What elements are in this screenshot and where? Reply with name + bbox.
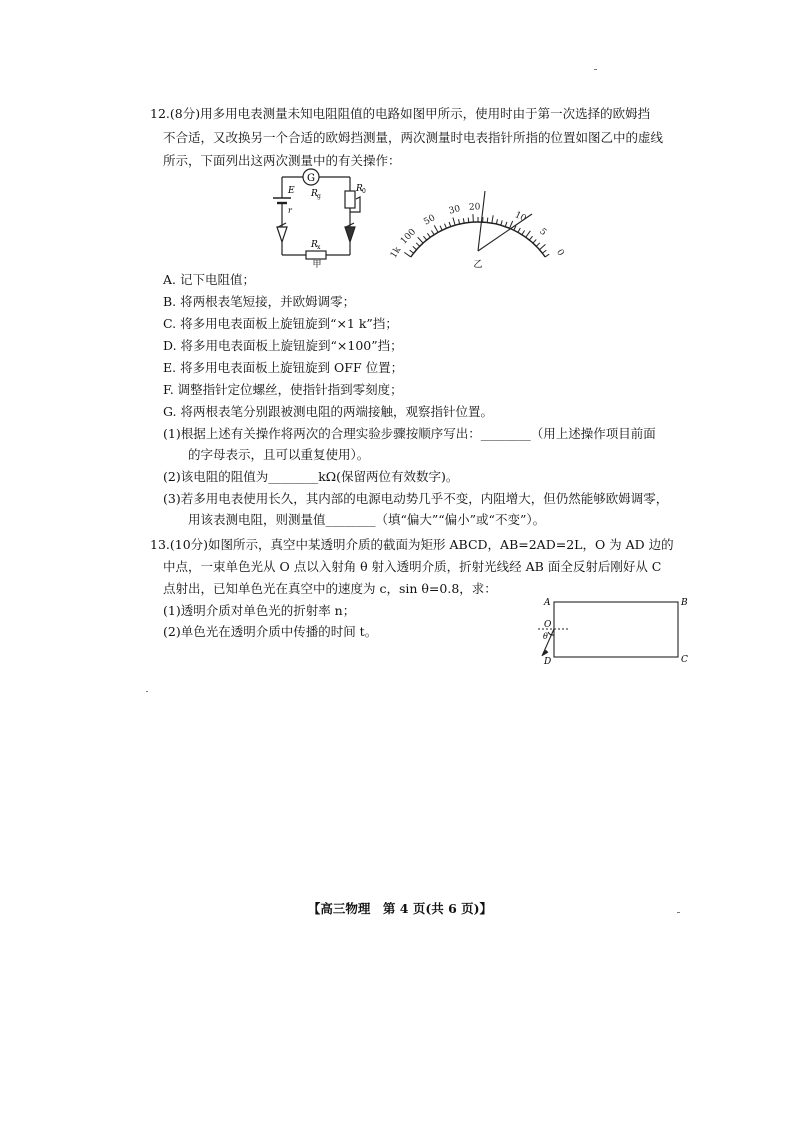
rx-sub: x [317,244,321,251]
dial-tick [536,243,540,247]
option-c: C. 将多用电表面板上旋钮旋到“×1 k”挡； [163,316,398,331]
dial-tick [449,222,451,227]
dial-tick [526,231,531,238]
q13-line-2: 中点，一束单色光从 O 点以入射角 θ 射入透明介质，折射光线经 AB 面全反射后刚好从 C [163,559,662,574]
internal-resistance-label: r [288,206,292,215]
q13-sub1: (1)透明介质对单色光的折射率 n； [163,603,356,618]
dial-tick [522,231,525,235]
q13-sub2: (2)单色光在透明介质中传播的时间 t。 [163,624,378,639]
q12-sub1: (1)根据上述有关操作将两次的合理实验步骤按顺序写出：________（用上述操作项目前面 [163,426,656,441]
q13-line-1: 13.(10分)如图所示，真空中某透明介质的截面为矩形 ABCD，AB=2AD=2L，O 为 AD 边的 [150,537,674,552]
vertex-b: B [681,598,688,608]
dial-tick [434,225,438,232]
vertex-c: C [681,655,688,665]
dial-tick [427,233,430,237]
dial-arc [411,222,545,257]
rectangle-figure [530,592,690,677]
dial-label: 20 [468,202,481,213]
dial-label: 100 [399,227,419,247]
circuit-caption: 甲 [312,260,322,270]
dial-tick [423,236,426,240]
page-footer: 【高三物理 第 4 页(共 6 页)】 [307,901,493,916]
ohmmeter-dial [388,176,566,271]
dial-tick [496,219,497,224]
scan-speck [146,691,148,692]
q12-sub3-cont: 用该表测电阻，则测量值________（填“偏大”“偏小”或“不变”）。 [188,512,546,527]
dial-label: 30 [447,204,462,217]
q12-line-2: 不合适，又改换另一个合适的欧姆挡测量，两次测量时电表指针所指的位置如图乙中的虚线 [163,130,664,145]
r0-label: R [356,184,363,194]
angle-theta: θ [543,632,548,641]
dial-tick [459,219,460,224]
q12-sub2: (2)该电阻的阻值为________kΩ(保留两位有效数字)。 [163,469,459,484]
dial-tick [453,218,455,226]
dial-tick [445,224,447,229]
point-o: O [544,620,552,630]
circuit-diagram [270,165,380,270]
q13-line-3: 点射出，已知单色光在真空中的速度为 c，sin θ=0.8，求： [163,581,497,596]
dial-tick [533,239,536,243]
vertex-a: A [544,598,551,608]
dial-tick [440,226,442,230]
q12-sub3: (3)若多用电表使用长久，其内部的电源电动势几乎不变，内阻增大，但仍然能够欧姆调零， [163,491,669,506]
option-b: B. 将两根表笔短接，并欧姆调零； [163,294,356,309]
dial-label: 10 [512,210,528,225]
emf-label: E [288,186,295,196]
dial-tick [463,218,464,223]
rx-label: R [311,240,318,250]
dial-tick [468,218,469,223]
option-g: G. 将两根表笔分别跟被测电阻的两端接触，观察指针位置。 [163,404,493,419]
galvanometer-label: G [307,173,315,184]
dial-tick [529,236,532,240]
option-a: A. 记下电阻值； [163,272,255,287]
rg-label: R [311,189,318,199]
dial-tick [539,244,545,249]
dial-tick [501,220,502,225]
dial-tick [413,246,417,249]
rg-sub: g [317,193,321,200]
option-e: E. 将多用电表面板上旋钮旋到 OFF 位置； [163,360,404,375]
dial-caption: 乙 [473,260,483,270]
dial-label: 5 [537,226,549,238]
q12-line-3: 所示，下面列出这两次测量中的有关操作： [163,153,401,168]
q12-line-1: 12.(8分)用多用电表测量未知电阻阻值的电路如图甲所示，使用时由于第一次选择的欧姆挡 [150,106,651,121]
dial-tick [492,215,493,223]
r0-sub: 0 [362,188,366,195]
dial-tick [545,254,549,257]
dial-tick [487,218,488,223]
option-d: D. 将多用电表面板上旋钮旋到“×100”挡； [163,338,403,353]
vertex-d: D [544,657,552,667]
dial-tick [404,252,411,257]
dial-tick [542,250,546,253]
dial-tick [410,250,414,253]
dial-tick [505,222,507,227]
dial-label: 50 [422,213,438,228]
scan-speck [594,69,597,70]
dial-tick [431,231,434,235]
dial-tick [518,228,520,232]
dial-tick [418,237,423,243]
dial-tick [416,243,420,247]
dial-label: 1k [388,245,404,261]
q12-sub1-cont: 的字母表示，且可以重复使用）。 [188,447,370,462]
dial-label: 0 [554,247,566,258]
option-f: F. 调整指针定位螺丝，使指针指到零刻度； [163,382,403,397]
